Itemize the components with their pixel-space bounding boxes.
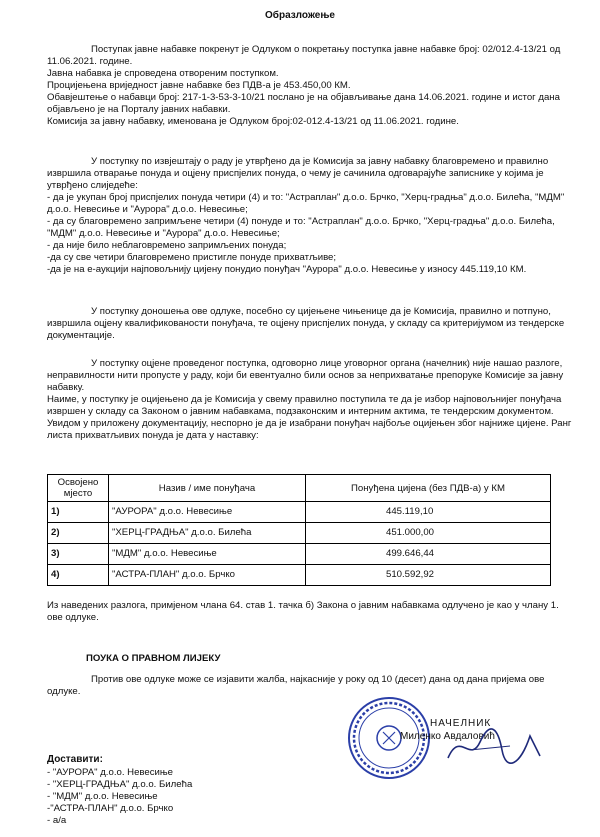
row-price: 510.592,92 bbox=[306, 565, 551, 586]
deliver-heading: Доставити: bbox=[47, 754, 103, 765]
legal-remedy-text: Против ове одлуке може се изјавити жалба, најкасније у року од 10 (десет) дана од дана пријема ове одлуке. bbox=[47, 674, 545, 697]
findings-block bbox=[47, 156, 577, 276]
table-row bbox=[48, 523, 551, 544]
findings-item: - да је укупан број приспјелих понуда четири (4) и то: "Астраплан" д.о.о. Брчко, "Херц-градња" д.о.о. Билећа, "МДМ" д.о.о. Невесиње и "Аурора" д.о.о. Невесиње; bbox=[47, 192, 565, 215]
review-block bbox=[47, 358, 577, 442]
review-text: У поступку оцјене проведеног поступка, одговорно лице уговорног органа (начелник) није нашао разлоге, неправилности нити пропусте у раду, који би евентуално били основ за неприхватање препоруке Комисије за јавну набавку. bbox=[47, 358, 564, 393]
findings-item: - да није било неблаговремено запримљених понуда; bbox=[47, 240, 287, 251]
ranking-table bbox=[47, 474, 551, 586]
ranking-intro-text: Наиме, у поступку је оцијењено да је Комисија у свему правилно поступила те да је избор најповољнијег понуђача извршен у складу са Законом о јавним набавкама, подзаконским и интерним актима, те тендерским документом. Увидом у приложену документацију, неспорно је да је изабрани понуђач најбоље оцијењен због најниже цијене. Ранг листа прихватљивих понуда је дата у наставку: bbox=[47, 394, 572, 441]
intro-block bbox=[47, 44, 577, 128]
row-bidder: "АУРОРА" д.о.о. Невесиње bbox=[109, 502, 306, 523]
intro-line: Јавна набавка је спроведена отвореним поступком. bbox=[47, 68, 279, 79]
page-title: Образложење bbox=[265, 10, 335, 21]
legal-remedy-heading: ПОУКА О ПРАВНОМ ЛИЈЕКУ bbox=[86, 653, 221, 664]
findings-lead: У поступку по извјештају о раду је утврђено да је Комисија за јавну набавку благовремено и правилно извршила отварање понуда и оцјену приспјелих понуда, о чему је сачинила одговарајуће записнике у којима је утврђено слиједеће: bbox=[47, 156, 549, 191]
list-item: - "ХЕРЦ-ГРАДЊА" д.о.о. Билећа bbox=[47, 779, 193, 790]
signatory-title: НАЧЕЛНИК bbox=[430, 718, 492, 729]
table-header-row bbox=[48, 475, 551, 502]
row-bidder: "АСТРА-ПЛАН" д.о.о. Брчко bbox=[109, 565, 306, 586]
table-row bbox=[48, 544, 551, 565]
conclusion-paragraph bbox=[47, 600, 577, 624]
row-price: 499.646,44 bbox=[306, 544, 551, 565]
list-item: - "МДМ" д.о.о. Невесиње bbox=[47, 791, 158, 802]
findings-item: -да је на е-аукцији најповољнију цијену понудио понуђач "Аурора" д.о.о. Невесиње у износу 445.119,10 КМ. bbox=[47, 264, 527, 275]
evaluation-text: У поступку доношења ове одлуке, посебно су цијењене чињенице да је Комисија, правилно и потпуно, извршила оцјену квалификованости понуђача, те оцјену приспјелих понуда, у складу са критеријумом из тендерске документације. bbox=[47, 306, 565, 341]
list-item: - а/а bbox=[47, 815, 67, 826]
row-bidder: "МДМ" д.о.о. Невесиње bbox=[109, 544, 306, 565]
findings-item: - да су благовремено запримљене четири (4) понуде и то: "Астраплан" д.о.о. Брчко, "Херц-градња" д.о.о. Билећа, "МДМ" д.о.о. Невесиње и "Аурора" д.о.о. Невесиње; bbox=[47, 216, 555, 239]
deliver-list bbox=[47, 767, 347, 827]
row-bidder: "ХЕРЦ-ГРАДЊА" д.о.о. Билећа bbox=[109, 523, 306, 544]
header-price: Понуђена цијена (без ПДВ-а) у КМ bbox=[306, 475, 551, 502]
conclusion-text: Из наведених разлога, примјеном члана 64. став 1. тачка б) Закона о јавним набавкама одлучено је као у члану 1. ове одлуке. bbox=[47, 600, 559, 623]
row-price: 451.000,00 bbox=[306, 523, 551, 544]
row-place: 4) bbox=[48, 565, 109, 586]
header-bidder: Назив / име понуђача bbox=[109, 475, 306, 502]
findings-item: -да су све четири благовремено пристигле понуде прихватљиве; bbox=[47, 252, 337, 263]
handwritten-signature-icon bbox=[440, 720, 550, 770]
row-place: 1) bbox=[48, 502, 109, 523]
header-place: Освојено мјесто bbox=[48, 475, 109, 502]
row-place: 2) bbox=[48, 523, 109, 544]
intro-line: Комисија за јавну набавку, именована је Одлуком број:02-012.4-13/21 од 11.06.2021. године. bbox=[47, 116, 459, 127]
table-row bbox=[48, 565, 551, 586]
evaluation-paragraph bbox=[47, 306, 577, 342]
list-item: - "АУРОРА" д.о.о. Невесиње bbox=[47, 767, 174, 778]
intro-line: Обавјештење о набавци број: 217-1-3-53-3-10/21 послано је на објављивање дана 14.06.2021. године и истог дана објављено је на Порталу јавних набавки. bbox=[47, 92, 560, 115]
intro-line: Поступак јавне набавке покренут је Одлуком о покретању поступка јавне набавке број: 02/012.4-13/21 од 11.06.2021. године. bbox=[47, 44, 561, 67]
legal-remedy-paragraph bbox=[47, 674, 577, 698]
table-row bbox=[48, 502, 551, 523]
row-price: 445.119,10 bbox=[306, 502, 551, 523]
row-place: 3) bbox=[48, 544, 109, 565]
list-item: -"АСТРА-ПЛАН" д.о.о. Брчко bbox=[47, 803, 174, 814]
signatory-name: Миленко Авдаловић bbox=[400, 731, 495, 742]
intro-line: Процијењена вриједност јавне набавке без ПДВ-а је 453.450,00 КМ. bbox=[47, 80, 351, 91]
